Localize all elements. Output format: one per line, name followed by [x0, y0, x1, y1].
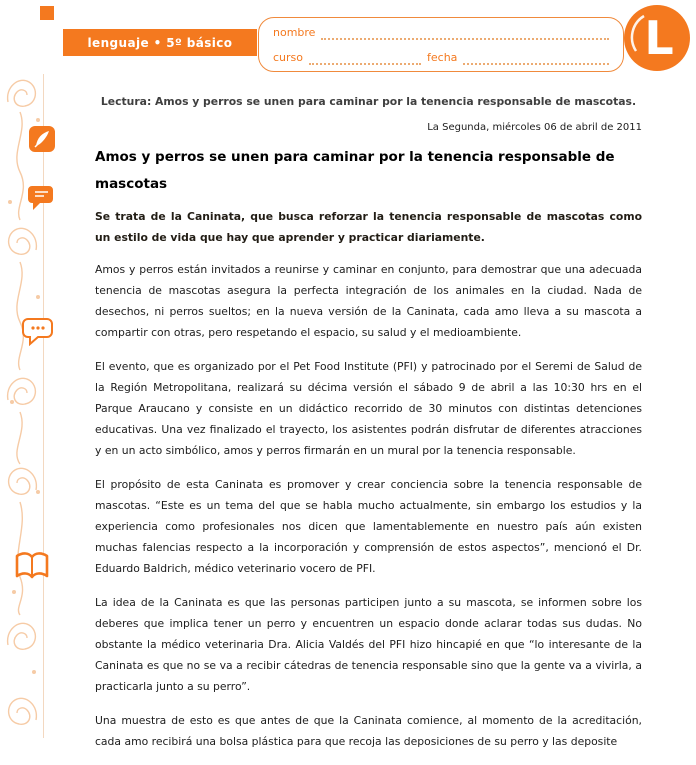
- article-paragraph: La idea de la Caninata es que las personas participen junto a su mascota, se informen sobre los deberes que implica tener un perro y encuentren un espacio donde aclarar todas sus dudas. No obstante la médico veterinaria Dra. Alicia Valdés del PFI hizo hincapié en que “lo interesante de la Caninata es que no se va a recibir cátedras de tenencia responsable sino que la gente va a vivirla, a practicarla junto a su perro”.: [95, 596, 642, 693]
- article-paragraph: El evento, que es organizado por el Pet Food Institute (PFI) y patrocinado por el Seremi de Salud de la Región Metropolitana, realizará su décima versión el sábado 9 de abril a las 10:30 hrs en el Parque Araucano y consiste en un didáctico recorrido de 30 minutos con distintas detenciones educativas. Una vez finalizado el trayecto, los asistentes podrán disfrutar de diferentes atracciones y en un acto simbólico, amos y perros firmarán en un mural por la tenencia responsable.: [95, 360, 642, 457]
- fecha-field[interactable]: [463, 51, 609, 65]
- nombre-label: nombre: [273, 26, 316, 39]
- feather-pen-icon: [29, 126, 55, 156]
- nombre-field[interactable]: [321, 26, 609, 40]
- fecha-label: fecha: [427, 51, 458, 64]
- lectura-heading: Lectura: Amos y perros se unen para caminar por la tenencia responsable de mascotas.: [100, 95, 637, 108]
- article-headline: Amos y perros se unen para caminar por la tenencia responsable de mascotas: [95, 149, 615, 192]
- curso-field[interactable]: [309, 51, 421, 65]
- chat-bubble-filled-icon: [27, 184, 55, 215]
- article-paragraph: Amos y perros están invitados a reunirse y caminar en conjunto, para demostrar que una adecuada tenencia de mascotas asegura la perfecta integración de los animales en la ciudad. Nada de desechos, ni perros sueltos; en la nueva versión de la Caninata, cada amo lleva a su mascota a compartir con otras, pero respetando el espacio, su salud y el medioambiente.: [95, 263, 642, 339]
- logo-letter: L: [644, 11, 674, 65]
- curso-label: curso: [273, 51, 304, 64]
- swirl-pattern-icon: [0, 72, 56, 738]
- logo-circle-icon: [622, 3, 692, 73]
- source-line: La Segunda, miércoles 06 de abril de 2011: [427, 122, 642, 133]
- chat-bubble-outline-icon: [22, 316, 54, 350]
- article-paragraph: El propósito de esta Caninata es promover y crear conciencia sobre la tenencia responsable de mascotas. “Este es un tema del que se habla mucho actualmente, sin embargo los estudios y la experiencia como profesionales nos dicen que lamentablemente en nuestro país aún existen muchas falencias respecto a la incorporación y comprensión de estos aspectos”, mencionó el Dr. Eduardo Baldrich, médico veterinario vocero de PFI.: [95, 478, 642, 575]
- student-info-form: [258, 17, 624, 72]
- article-paragraph: Una muestra de esto es que antes de que la Caninata comience, al momento de la acreditación, cada amo recibirá una bolsa plástica para que recoja las deposiciones de su perro y las deposite: [95, 714, 642, 748]
- logo-badge: [622, 3, 692, 73]
- grade-banner: [63, 29, 257, 56]
- decorative-side-strip: [0, 72, 56, 738]
- grade-banner-label: lenguaje • 5º básico: [87, 35, 233, 50]
- article-lead: Se trata de la Caninata, que busca reforzar la tenencia responsable de mascotas como un estilo de vida que hay que aprender y practicar diariamente.: [95, 210, 642, 244]
- open-book-icon: [14, 550, 50, 586]
- form-row-nombre: [273, 26, 609, 40]
- corner-square-decoration: [40, 6, 54, 20]
- article: [95, 94, 642, 765]
- form-row-curso-fecha: [273, 51, 609, 65]
